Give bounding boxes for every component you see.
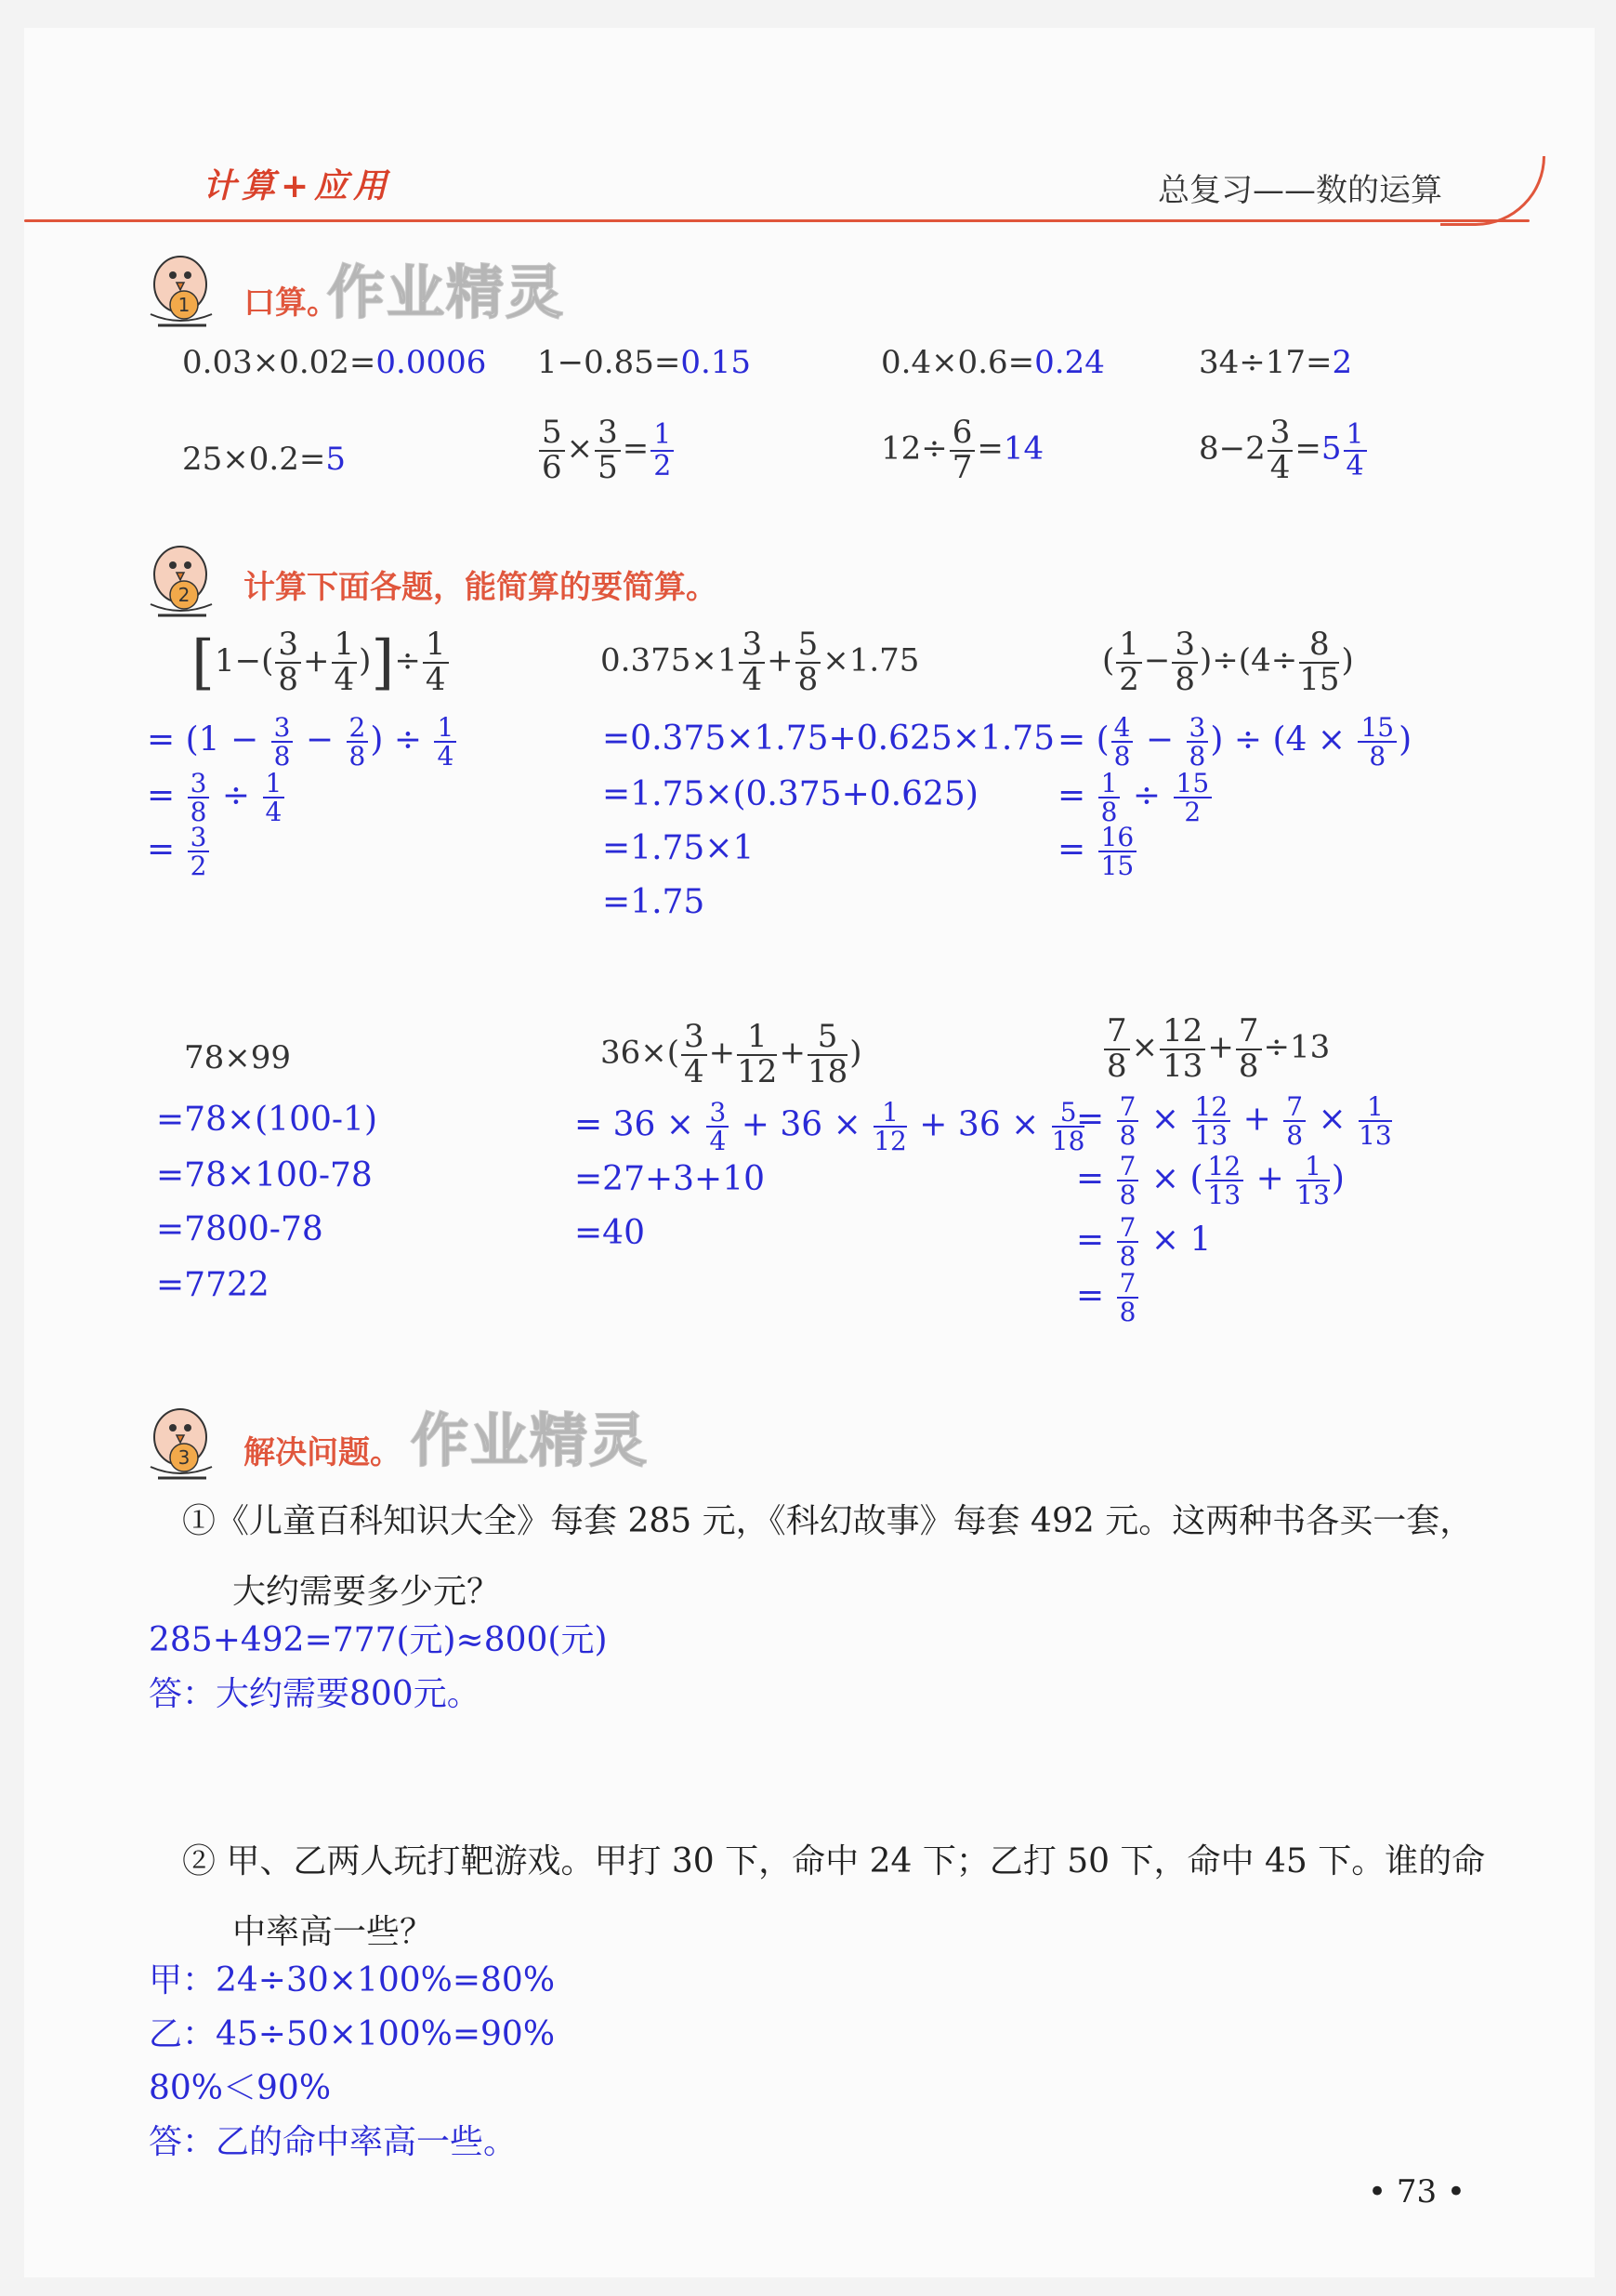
answer-fraction: $\frac{1}{2}$ [650,420,674,481]
problem-3-step-3: = $\frac{16}{15}$ [1058,824,1138,880]
problem-4-step-2: =78×100-78 [156,1156,373,1194]
answer: 5 [325,441,346,478]
problem-4-step-3: =7800-78 [156,1210,323,1248]
problem-5-step-2: =27+3+10 [574,1160,766,1198]
answer: 0.15 [680,344,752,381]
problem-4-step-1: =78×(100-1) [156,1101,378,1139]
section-1-title: 口算。 [243,284,338,322]
mental-item-1 [182,344,486,381]
word-problem-2-solution-3: 80%＜90% [149,2069,332,2107]
mental-item-7: 12÷ $\frac{6}{7}$ =14 [881,414,1044,486]
mental-item-8: 8−2 $\frac{3}{4}$ =5 $\frac{1}{4}$ [1199,416,1369,484]
problem-4-step-4: =7722 [156,1266,269,1304]
fraction: $\frac{5}{6}$ [539,416,565,484]
section-1-number: 1 [177,294,191,316]
bird-2-icon [141,539,219,628]
section-2-number: 2 [177,584,191,606]
mental-item-3 [881,344,1105,381]
problem-6: $\frac{7}{8}$ × $\frac{12}{13}$ + $\frac{7}{8}$ ÷13 [1102,1015,1330,1083]
answer-fraction: $\frac{1}{4}$ [1344,420,1367,481]
answer-whole: 5 [1320,429,1342,468]
fraction: $\frac{3}{4}$ [1268,416,1294,484]
problem-3: ( $\frac{1}{2}$ − $\frac{3}{8}$ )÷(4÷ $\frac{8}{15}$ ) [1102,626,1354,698]
fraction: $\frac{3}{5}$ [595,416,621,484]
section-3-number: 3 [177,1446,191,1469]
problem-6-step-2: = $\frac{7}{8}$ × ( $\frac{12}{13}$ + $\frac{1}{13}$ ) [1076,1151,1345,1211]
problem-5-step-1: = 36 × $\frac{3}{4}$ + 36 × $\frac{1}{12}$ + 36 × $\frac{5}{18}$ [574,1097,1085,1157]
bird-3-icon [141,1402,219,1491]
bird-1-icon [141,249,219,338]
word-problem-2-line-1: ② 甲、乙两人玩打靶游戏。甲打 30 下，命中 24 下；乙打 50 下，命中 45 下。谁的命 [182,1842,1486,1880]
page-number: • 73 • [1368,2173,1465,2210]
fraction: $\frac{6}{7}$ [950,416,976,484]
word-problem-2-line-2: 中率高一些？ [232,1913,434,1951]
answer: 2 [1332,344,1353,381]
word-problem-1-answer: 答：大约需要800元。 [149,1675,480,1713]
answer: 0.0006 [375,344,487,381]
word-problem-1-line-1: ①《儿童百科知识大全》每套 285 元，《科幻故事》每套 492 元。这两种书各买一套， [182,1502,1474,1540]
problem-3-step-2: = $\frac{1}{8}$ ÷ $\frac{15}{2}$ [1058,770,1214,826]
problem-6-step-4: = $\frac{7}{8}$ [1076,1270,1140,1326]
problem-4: 78×99 [184,1039,292,1076]
q-text: 34÷17= [1199,344,1333,381]
q-text: 25×0.2= [182,441,326,478]
header-left: 计算+应用 [203,167,393,205]
answer: 0.24 [1034,344,1105,381]
problem-1-step-1: = (1 − $\frac{3}{8}$ − $\frac{2}{8}$ ) ÷ $\frac{1}{4}$ [147,714,458,771]
problem-5-step-3: =40 [574,1214,645,1252]
answer: 14 [1003,429,1044,468]
header-rule [24,219,1530,222]
mental-item-5 [182,441,346,478]
problem-1: [1−( $\frac{3}{8}$ + $\frac{1}{4}$ )]÷ $\frac{1}{4}$ [191,628,451,697]
word-problem-2-solution-1: 甲：24÷30×100%=80% [149,1961,556,1999]
word-problem-1-line-2: 大约需要多少元？ [232,1573,501,1611]
watermark-2: 作业精灵 [411,1406,650,1474]
word-problem-2-answer: 答：乙的命中率高一些。 [149,2123,518,2161]
problem-2-step-1: =0.375×1.75+0.625×1.75 [602,719,1056,758]
mental-item-6: $\frac{5}{6}$ × $\frac{3}{5}$ = $\frac{1}{2}$ [537,416,676,484]
q-text: 0.4×0.6= [881,344,1035,381]
q-text: 1−0.85= [537,344,681,381]
problem-2-step-3: =1.75×1 [602,829,755,867]
problem-2: 0.375×1 $\frac{3}{4}$ + $\frac{5}{8}$ ×1.75 [600,626,920,698]
problem-1-step-3: = $\frac{3}{2}$ [147,824,211,880]
problem-2-step-2: =1.75×(0.375+0.625) [602,775,979,813]
problem-5: 36×( $\frac{3}{4}$ + $\frac{1}{12}$ + $\frac{5}{18}$ ) [600,1018,862,1090]
section-2-title: 计算下面各题，能简算的要简算。 [243,569,717,606]
problem-6-step-3: = $\frac{7}{8}$ × 1 [1076,1212,1212,1273]
mental-item-4 [1199,344,1352,381]
mental-item-2 [537,344,751,381]
problem-1-step-2: = $\frac{3}{8}$ ÷ $\frac{1}{4}$ [147,770,286,826]
q-text: 0.03×0.02= [182,344,376,381]
watermark-1: 作业精灵 [327,258,566,326]
problem-2-step-4: =1.75 [602,883,705,921]
problem-6-step-1: = $\frac{7}{8}$ × $\frac{12}{13}$ + $\frac{7}{8}$ × $\frac{1}{13}$ [1076,1091,1392,1152]
problem-3-step-1: = ( $\frac{4}{8}$ − $\frac{3}{8}$ ) ÷ (4 × $\frac{15}{8}$ ) [1058,712,1412,772]
word-problem-1-solution: 285+492=777(元)≈800(元) [149,1621,608,1659]
word-problem-2-solution-2: 乙：45÷50×100%=90% [149,2015,556,2053]
section-3-title: 解决问题。 [243,1434,401,1471]
header-right: 总复习——数的运算 [1158,172,1442,209]
